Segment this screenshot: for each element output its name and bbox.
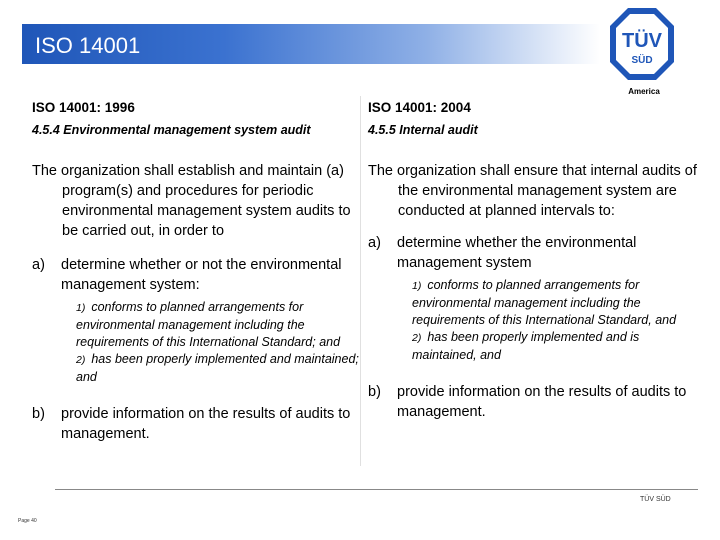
right-column-2004 [368,96,698,422]
right-item-b [368,382,698,422]
left-item-a [32,255,362,295]
right-heading: ISO 14001: 2004 [368,100,471,115]
right-sub2-text: has been properly implemented and is maintained, and [412,330,640,362]
left-sub-item-1 [32,299,362,351]
right-sub-item-1 [368,277,698,329]
left-item-b [32,404,362,444]
left-sub1-text: conforms to planned arrangements for environmental management including the requirements of this International Standard; and [76,300,341,349]
left-intro: The organization shall establish and maintain (a) program(s) and procedures for periodic environmental management system audits to be carried out, in order to [32,163,351,239]
left-item-a-letter: a) [32,257,45,273]
right-sub2-num: 2) [412,332,422,344]
logo-region: America [628,87,660,96]
right-item-a-letter: a) [368,235,381,251]
right-subheading: 4.5.5 Internal audit [368,123,478,137]
right-item-a [368,233,698,273]
footer-company: TÜV SÜD [640,496,671,503]
logo-sub: SÜD [631,55,653,66]
right-item-a-text: determine whether the environmental management system [397,235,637,271]
left-item-b-text: provide information on the results of audits to management. [61,406,351,442]
left-item-b-letter: b) [32,406,45,422]
right-sub1-text: conforms to planned arrangements for environmental management including the requirements of this International Standard, and [412,278,677,327]
right-item-b-text: provide information on the results of audits to management. [397,384,687,420]
left-sub2-text: has been properly implemented and maintained; and [76,352,359,384]
left-sub1-num: 1) [76,302,86,314]
logo-brand: TÜV [622,30,662,52]
left-subheading: 4.5.4 Environmental management system audit [32,123,311,137]
right-item-b-letter: b) [368,384,381,400]
footer-page-number: Page 40 [18,518,37,524]
tuv-sud-logo [608,6,676,96]
left-sub2-num: 2) [76,354,86,366]
footer-divider [55,489,698,490]
right-intro: The organization shall ensure that internal audits of the environmental management system are conducted at planned intervals to: [368,163,697,219]
left-item-a-text: determine whether or not the environmental management system: [61,257,342,293]
right-sub-item-2 [368,329,698,364]
left-column-1996 [32,96,362,444]
slide-title: ISO 14001 [35,33,141,58]
left-sub-item-2 [32,351,362,386]
left-heading: ISO 14001: 1996 [32,100,135,115]
right-sub1-num: 1) [412,280,422,292]
